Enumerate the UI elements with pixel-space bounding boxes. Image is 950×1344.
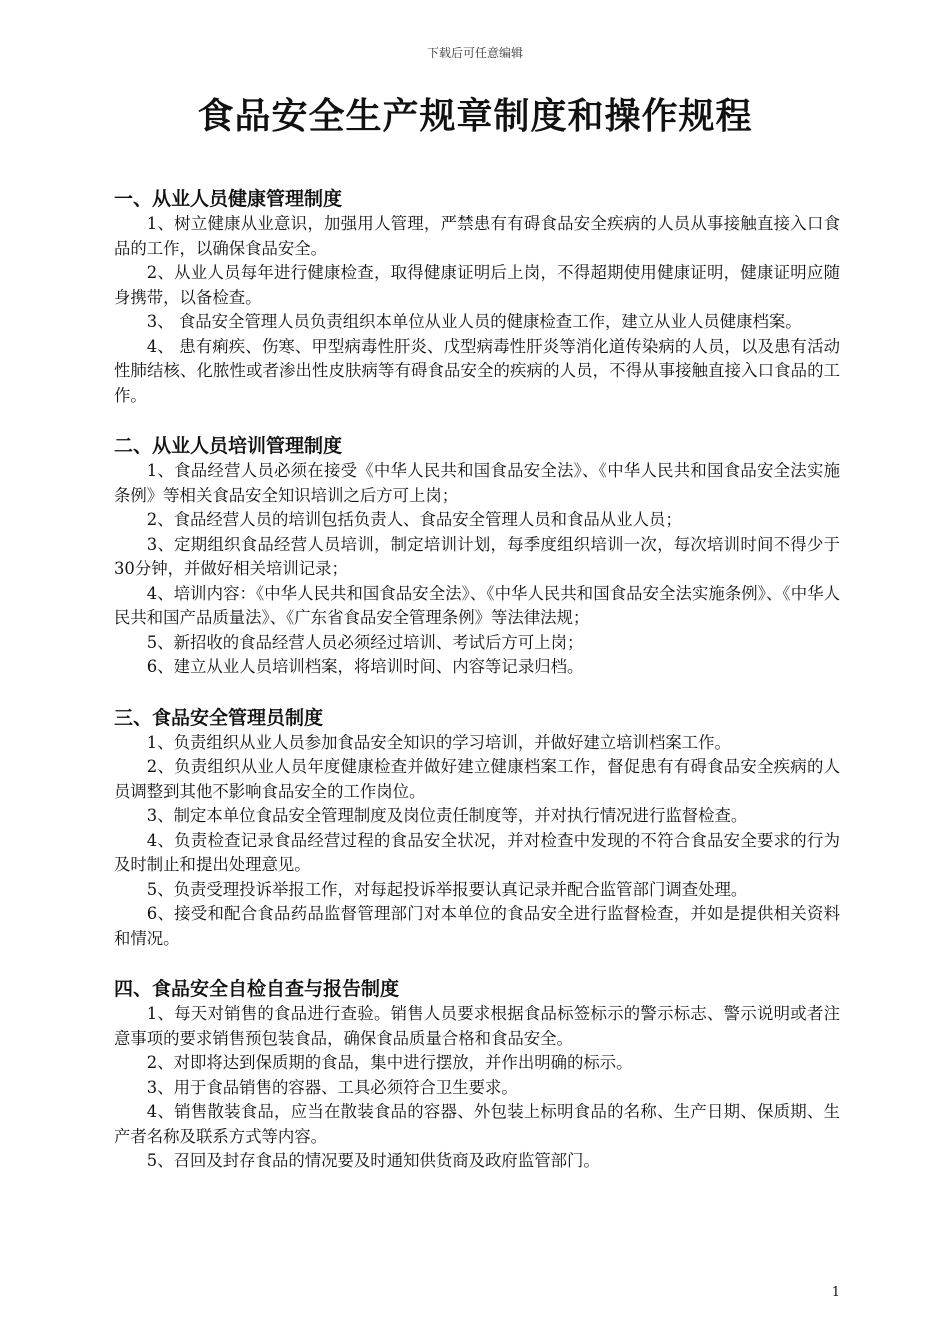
paragraph: 4、 患有痢疾、伤寒、甲型病毒性肝炎、戊型病毒性肝炎等消化道传染病的人员，以及患有活动性肺结核、化脓性或者渗出性皮肤病等有碍食品安全的疾病的人员，不得从事接触直接入口食品的工作。 — [114, 336, 840, 405]
paragraph: 2、从业人员每年进行健康检查，取得健康证明后上岗，不得超期使用健康证明，健康证明应随身携带，以备检查。 — [114, 263, 840, 307]
paragraph: 3、制定本单位食品安全管理制度及岗位责任制度等，并对执行情况进行监督检查。 — [146, 806, 748, 825]
section-heading: 一、从业人员健康管理制度 — [114, 188, 343, 210]
section-safety-manager — [114, 705, 840, 952]
section-self-inspection — [114, 976, 840, 1174]
paragraph: 1、负责组织从业人员参加食品安全知识的学习培训，并做好建立培训档案工作。 — [146, 732, 731, 752]
paragraph: 4、培训内容：《中华人民共和国食品安全法》、《中华人民共和国食品安全法实施条例》、《中华人民共和国产品质量法》、《广东省食品安全管理条例》等法律法规； — [114, 583, 840, 627]
header-note: 下载后可任意编辑 — [426, 46, 523, 60]
paragraph: 1、食品经营人员必须在接受《中华人民共和国食品安全法》、《中华人民共和国食品安全法实施条例》等相关食品安全知识培训之后方可上岗； — [114, 461, 840, 505]
section-heading: 四、食品安全自检自查与报告制度 — [114, 978, 400, 1000]
paragraph: 2、食品经营人员的培训包括负责人、食品安全管理人员和食品从业人员； — [146, 510, 682, 529]
paragraph: 4、负责检查记录食品经营过程的食品安全状况，并对检查中发现的不符合食品安全要求的行为及时制止和提出处理意见。 — [114, 830, 840, 874]
paragraph: 4、销售散装食品，应当在散装食品的容器、外包装上标明食品的名称、生产日期、保质期、生产者名称及联系方式等内容。 — [114, 1102, 840, 1146]
page-number: 1 — [831, 1285, 840, 1300]
paragraph: 2、对即将达到保质期的食品，集中进行摆放，并作出明确的标示。 — [146, 1053, 633, 1072]
paragraph: 3、定期组织食品经营人员培训，制定培训计划，每季度组织培训一次，每次培训时间不得少于30分钟，并做好相关培训记录； — [114, 534, 840, 578]
paragraph: 5、新招收的食品经营人员必须经过培训、考试后方可上岗； — [146, 632, 584, 652]
document-body — [114, 186, 840, 1199]
paragraph: 2、负责组织从业人员年度健康检查并做好建立健康档案工作，督促患有有碍食品安全疾病的人员调整到其他不影响食品安全的工作岗位。 — [114, 757, 840, 801]
section-heading: 三、食品安全管理员制度 — [114, 706, 324, 729]
section-heading: 二、从业人员培训管理制度 — [114, 435, 343, 457]
paragraph: 6、建立从业人员培训档案，将培训时间、内容等记录归档。 — [146, 657, 584, 676]
paragraph: 1、每天对销售的食品进行查验。销售人员要求根据食品标签标示的警示标志、警示说明或者注意事项的要求销售预包装食品，确保食品质量合格和食品安全。 — [114, 1004, 840, 1048]
paragraph: 3、 食品安全管理人员负责组织本单位从业人员的健康检查工作，建立从业人员健康档案。 — [146, 312, 802, 331]
paragraph: 1、树立健康从业意识，加强用人管理，严禁患有有碍食品安全疾病的人员从事接触直接入口食品的工作，以确保食品安全。 — [114, 214, 840, 258]
document-title: 食品安全生产规章制度和操作规程 — [197, 96, 753, 137]
section-health-management — [114, 186, 840, 408]
paragraph: 5、负责受理投诉举报工作，对每起投诉举报要认真记录并配合监管部门调查处理。 — [146, 879, 748, 899]
section-training-management — [114, 433, 840, 680]
paragraph: 5、召回及封存食品的情况要及时通知供货商及政府监管部门。 — [146, 1151, 600, 1170]
paragraph: 3、用于食品销售的容器、工具必须符合卫生要求。 — [146, 1077, 518, 1097]
paragraph: 6、接受和配合食品药品监督管理部门对本单位的食品安全进行监督检查，并如是提供相关资料和情况。 — [114, 904, 840, 948]
